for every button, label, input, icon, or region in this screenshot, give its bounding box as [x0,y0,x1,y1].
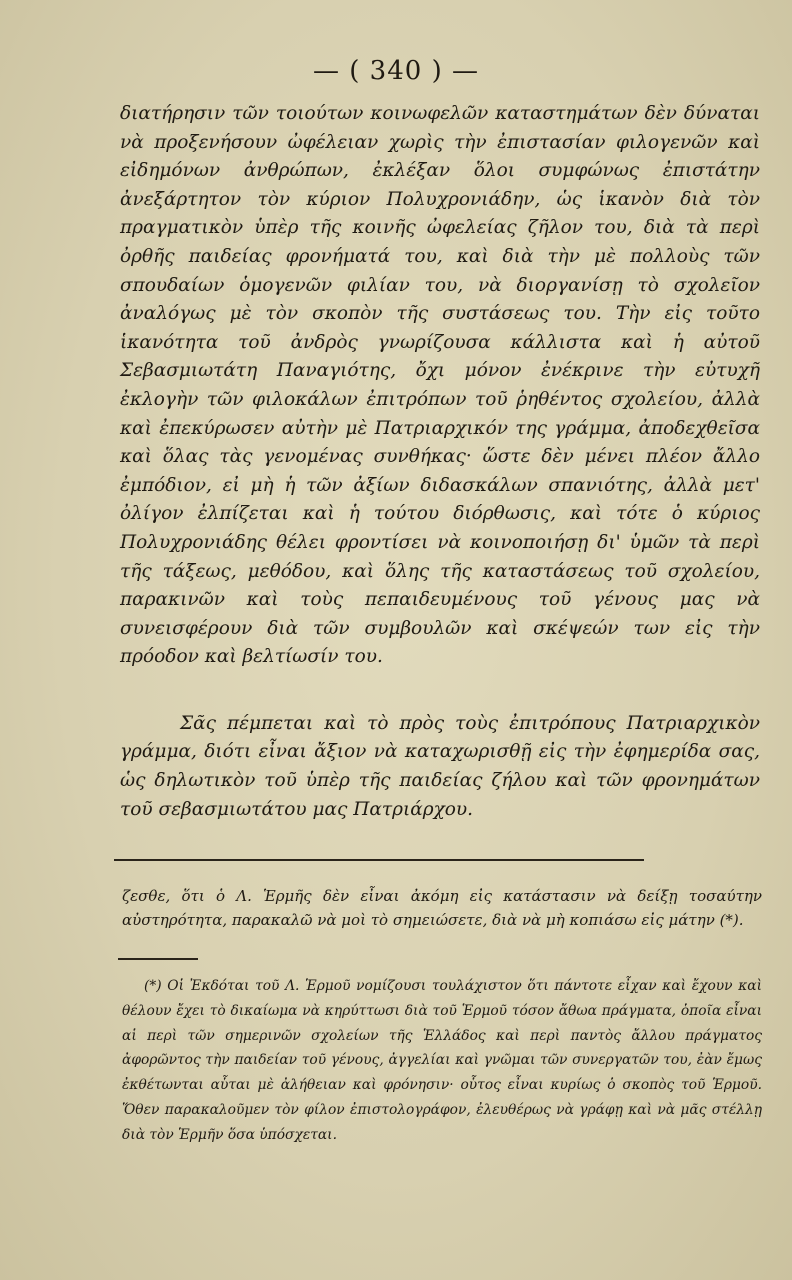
footnote-divider [114,859,644,861]
editor-footnote: (*) Οἱ Ἐκδόται τοῦ Λ. Ἑρμοῦ νομίζουσι τουλάχιστον ὅτι πάντοτε εἶχαν καὶ ἔχουν καὶ θέλουν ἔχει τὸ δικαίωμα νὰ κηρύττωσι διὰ τοῦ Ἑρμοῦ τόσον ἄθωα πράγματα, ὁποῖα εἶναι αἱ περὶ τῶν σημερινῶν σχολείων τῆς Ἑλλάδος καὶ περὶ παντὸς ἄλλου πράγματος ἀφορῶντος τὴν παιδείαν τοῦ γένους, ἀγγελίαι καὶ γνῶμαι τῶν συνεργατῶν του, ἐὰν ἔμως ἐκθέτωνται αὗται μὲ ἀλήθειαν καὶ φρόνησιν· οὗτος εἶναι κυρίως ὁ σκοπὸς τοῦ Ἑρμοῦ. Ὅθεν παρακαλοῦμεν τὸν φίλον ἐπιστολογράφον, ἐλευθέρως νὰ γράφῃ καὶ νὰ μᾶς στέλλῃ διὰ τὸν Ἑρμῆν ὅσα ὑπόσχεται. [122,978,762,1143]
page-number: — ( 340 ) — [313,56,479,86]
footnote-continuation: ζεσθε, ὅτι ὁ Λ. Ἑρμῆς δὲν εἶναι ἀκόμη εἰς κατάστασιν νὰ δείξῃ τοσαύτην αὐστηρότητα, παρακαλῶ νὰ μοὶ τὸ σημειώσετε, διὰ νὰ μὴ κοπιάσω εἰς μάτην (*). [122,887,762,929]
body-paragraph: διατήρησιν τῶν τοιούτων κοινωφελῶν καταστημάτων δὲν δύναται νὰ προξενήσουν ὠφέλειαν χωρὶς τὴν ἐπιστασίαν φιλογενῶν καὶ εἰδημόνων ἀνθρώπων, ἐκλέξαν ὅλοι συμφώνως ἐπιστάτην ἀνεξάρτητον τὸν κύριον Πολυχρονιάδην, ὡς ἱκανὸν διὰ τὸν πραγματικὸν ὑπὲρ τῆς κοινῆς ὠφελείας ζῆλον του, διὰ τὰ περὶ ὀρθῆς παιδείας φρονήματά του, καὶ διὰ τὴν μὲ πολλοὺς τῶν σπουδαίων ὁμογενῶν φιλίαν του, νὰ διοργανίσῃ τὸ σχολεῖον ἀναλόγως μὲ τὸν σκοπὸν τῆς συστάσεως του. Τὴν εἰς τοῦτο ἱκανότητα τοῦ ἀνδρὸς γνωρίζουσα κάλλιστα καὶ ἡ αὐτοῦ Σεβασμιωτάτη Παναγιότης, ὄχι μόνον ἐνέκρινε τὴν εὐτυχῆ ἐκλογὴν τῶν φιλοκάλων ἐπιτρόπων τοῦ ῥηθέντος σχολείου, ἀλλὰ καὶ ἐπεκύρωσεν αὐτὴν μὲ Πατριαρχικόν της γράμμα, ἀποδεχθεῖσα καὶ ὅλας τὰς γενομένας συνθήκας· ὥστε δὲν μένει πλέον ἄλλο ἐμπόδιον, εἰ μὴ ἡ τῶν ἀξίων διδασκάλων σπανιότης, ἀλλὰ μετ' ὀλίγον ἐλπίζεται καὶ ἡ τούτου διόρθωσις, καὶ τότε ὁ κύριος Πολυχρονιάδης θέλει φροντίσει νὰ κοινοποιήσῃ δι' ὑμῶν τὰ περὶ τῆς τάξεως, μεθόδου, καὶ ὅλης τῆς καταστάσεως τοῦ σχολείου, παρακινῶν καὶ τοὺς πεπαιδευμένους τοῦ γένους μας νὰ συνεισφέρουν διὰ τῶν συμβουλῶν καὶ σκέψεών των εἰς τὴν πρόοδον καὶ βελτίωσίν του. [120,103,760,668]
main-text [120,100,760,824]
footnote-short-divider [118,958,198,960]
body-paragraph: Σᾶς πέμπεται καὶ τὸ πρὸς τοὺς ἐπιτρόπους Πατριαρχικὸν γράμμα, διότι εἶναι ἄξιον νὰ καταχωρισθῇ εἰς τὴν ἐφημερίδα σας, ὡς δηλωτικὸν τοῦ ὑπὲρ τῆς παιδείας ζήλου καὶ τῶν φρονημάτων τοῦ σεβασμιωτάτου μας Πατριάρχου. [120,712,760,820]
